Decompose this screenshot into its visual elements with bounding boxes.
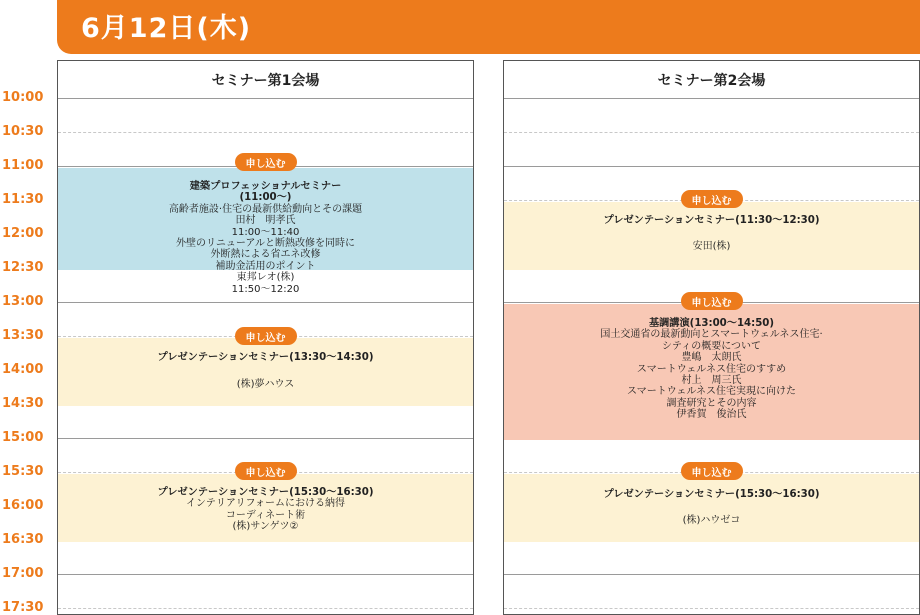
- session-text: (株)夢ハウス: [236, 379, 295, 391]
- session-content: [58, 181, 473, 295]
- session-title: プレゼンテーションセミナー(15:30〜16:30): [603, 489, 820, 500]
- session-text: インテリアリフォームにおける納得: [185, 498, 346, 510]
- session-text: コーディネート術: [225, 509, 306, 521]
- session-title: プレゼンテーションセミナー(11:30〜12:30): [603, 215, 820, 226]
- session-title: 建築プロフェッショナルセミナー: [189, 181, 342, 192]
- grid-line: [504, 98, 919, 99]
- session-text: (株)サンゲツ②: [232, 521, 299, 533]
- session-content: [58, 487, 473, 533]
- apply-button[interactable]: 申し込む: [235, 327, 297, 345]
- time-axis: [0, 0, 57, 615]
- apply-button[interactable]: 申し込む: [681, 462, 743, 480]
- session-content: [504, 489, 919, 527]
- session-title: プレゼンテーションセミナー(15:30〜16:30): [157, 487, 374, 498]
- time-label: 10:00: [2, 90, 44, 105]
- grid-line: [58, 98, 473, 99]
- date-banner: [57, 0, 920, 54]
- session-text: 安田(株): [692, 241, 731, 253]
- session-content: [504, 215, 919, 253]
- time-label: 11:00: [2, 158, 44, 173]
- time-label: 14:30: [2, 396, 44, 411]
- session-text: 豊嶋 太朗氏: [681, 352, 742, 364]
- grid-line: [504, 574, 919, 575]
- apply-button[interactable]: 申し込む: [681, 292, 743, 310]
- session-title: プレゼンテーションセミナー(13:30〜14:30): [157, 352, 374, 363]
- venue-2-column: [503, 60, 920, 615]
- session-text: 11:00〜11:40: [231, 226, 300, 238]
- time-label: 14:00: [2, 362, 44, 377]
- grid-line: [58, 574, 473, 575]
- session-title: (11:00〜): [239, 192, 292, 204]
- session-content: [504, 318, 919, 421]
- grid-line: [58, 302, 473, 303]
- time-label: 15:00: [2, 430, 44, 445]
- venue-1-column: [57, 60, 474, 615]
- time-label: 17:30: [2, 600, 44, 615]
- grid-line: [58, 438, 473, 439]
- session-text: 補助金活用のポイント: [215, 260, 316, 272]
- time-label: 17:00: [2, 566, 44, 581]
- session-text: 外断熱による省エネ改修: [210, 249, 321, 261]
- grid-line: [58, 608, 473, 609]
- time-label: 13:00: [2, 294, 44, 309]
- apply-button[interactable]: 申し込む: [681, 190, 743, 208]
- session-text: 外壁のリニューアルと断熱改修を同時に: [176, 238, 355, 250]
- time-label: 16:30: [2, 532, 44, 547]
- grid-line: [504, 608, 919, 609]
- session-text: 伊香賀 俊治氏: [676, 409, 747, 421]
- apply-button[interactable]: 申し込む: [235, 462, 297, 480]
- date-title: 6月12日(木): [81, 13, 252, 44]
- session-text: 田村 明孝氏: [235, 215, 296, 227]
- time-label: 12:30: [2, 260, 44, 275]
- time-label: 16:00: [2, 498, 44, 513]
- time-label: 11:30: [2, 192, 44, 207]
- time-label: 10:30: [2, 124, 44, 139]
- session-text: 11:50〜12:20: [231, 283, 300, 295]
- grid-line: [504, 166, 919, 167]
- session-text: (株)ハウゼコ: [682, 515, 741, 527]
- time-label: 13:30: [2, 328, 44, 343]
- time-label: 15:30: [2, 464, 44, 479]
- session-text: シティの概要について: [662, 340, 761, 352]
- session-text: 調査研究とその内容: [666, 397, 757, 409]
- session-text: スマートウェルネス住宅実現に向けた: [626, 386, 797, 398]
- grid-line: [504, 132, 919, 133]
- session-title: 基調講演(13:00〜14:50): [648, 318, 775, 329]
- time-label: 12:00: [2, 226, 44, 241]
- session-content: [58, 352, 473, 391]
- session-text: 東邦レオ(株): [236, 272, 295, 284]
- session-text: 村上 周三氏: [681, 375, 742, 387]
- session-text: 高齢者施設·住宅の最新供給動向とその課題: [168, 203, 363, 215]
- venue-1-header: セミナー第1会場: [58, 61, 473, 99]
- session-text: スマートウェルネス住宅のすすめ: [636, 363, 787, 375]
- session-text: 国土交通省の最新動向とスマートウェルネス住宅·: [600, 329, 823, 341]
- grid-line: [58, 132, 473, 133]
- apply-button[interactable]: 申し込む: [235, 153, 297, 171]
- venue-2-header: セミナー第2会場: [504, 61, 919, 99]
